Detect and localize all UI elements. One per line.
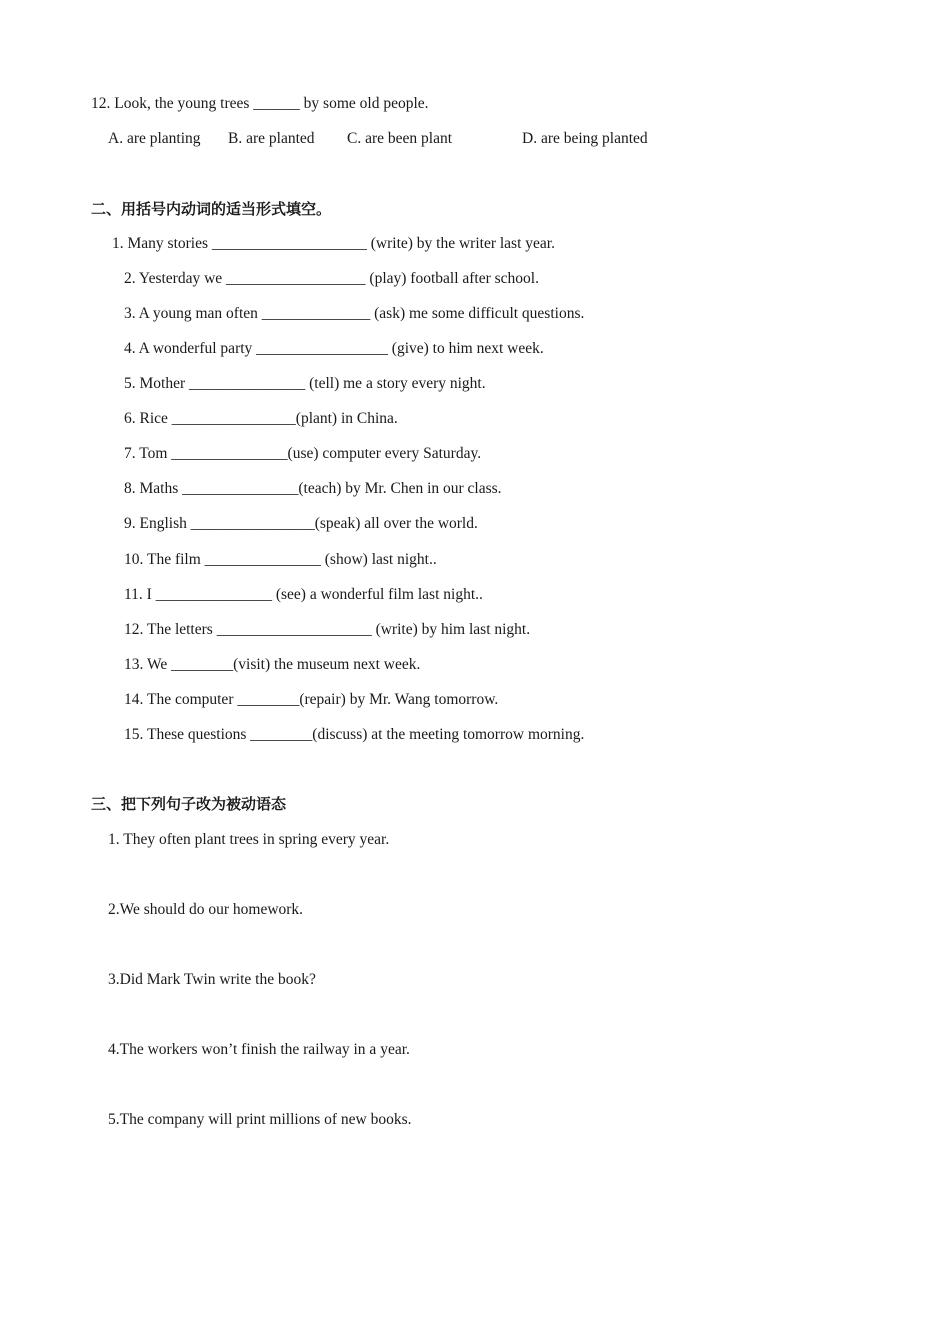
rewrite-item: 5.The company will print millions of new books. — [108, 1111, 412, 1128]
section-3-heading: 三、把下列句子改为被动语态 — [91, 795, 287, 813]
rewrite-item: 3.Did Mark Twin write the book? — [108, 971, 316, 988]
fill-item: 8. Maths _______________(teach) by Mr. Chen in our class. — [124, 480, 502, 497]
fill-item: 6. Rice ________________(plant) in China. — [124, 410, 398, 427]
fill-item: 3. A young man often ______________ (ask) me some difficult questions. — [124, 305, 585, 322]
rewrite-item: 1. They often plant trees in spring every year. — [108, 831, 390, 848]
option-a: A. are planting — [108, 130, 201, 147]
question-12-stem: 12. Look, the young trees ______ by some old people. — [91, 95, 429, 112]
fill-item: 13. We ________(visit) the museum next week. — [124, 656, 421, 673]
fill-item: 11. I _______________ (see) a wonderful film last night.. — [124, 586, 483, 603]
section-2-heading: 二、用括号内动词的适当形式填空。 — [91, 200, 332, 218]
fill-item: 10. The film _______________ (show) last night.. — [124, 551, 437, 568]
option-b: B. are planted — [228, 130, 315, 147]
fill-item: 9. English ________________(speak) all over the world. — [124, 515, 478, 532]
fill-item: 7. Tom _______________(use) computer every Saturday. — [124, 445, 482, 462]
fill-item: 4. A wonderful party _________________ (give) to him next week. — [124, 340, 544, 357]
rewrite-item: 4.The workers won’t finish the railway in a year. — [108, 1041, 410, 1058]
fill-item: 5. Mother _______________ (tell) me a story every night. — [124, 375, 486, 392]
fill-item: 1. Many stories ____________________ (write) by the writer last year. — [112, 235, 555, 252]
fill-item: 2. Yesterday we __________________ (play) football after school. — [124, 270, 539, 287]
rewrite-item: 2.We should do our homework. — [108, 901, 304, 918]
fill-item: 12. The letters ____________________ (write) by him last night. — [124, 621, 531, 638]
fill-item: 14. The computer ________(repair) by Mr. Wang tomorrow. — [124, 691, 499, 708]
fill-item: 15. These questions ________(discuss) at the meeting tomorrow morning. — [124, 726, 585, 743]
option-d: D. are being planted — [522, 130, 648, 147]
option-c: C. are been plant — [347, 130, 453, 147]
